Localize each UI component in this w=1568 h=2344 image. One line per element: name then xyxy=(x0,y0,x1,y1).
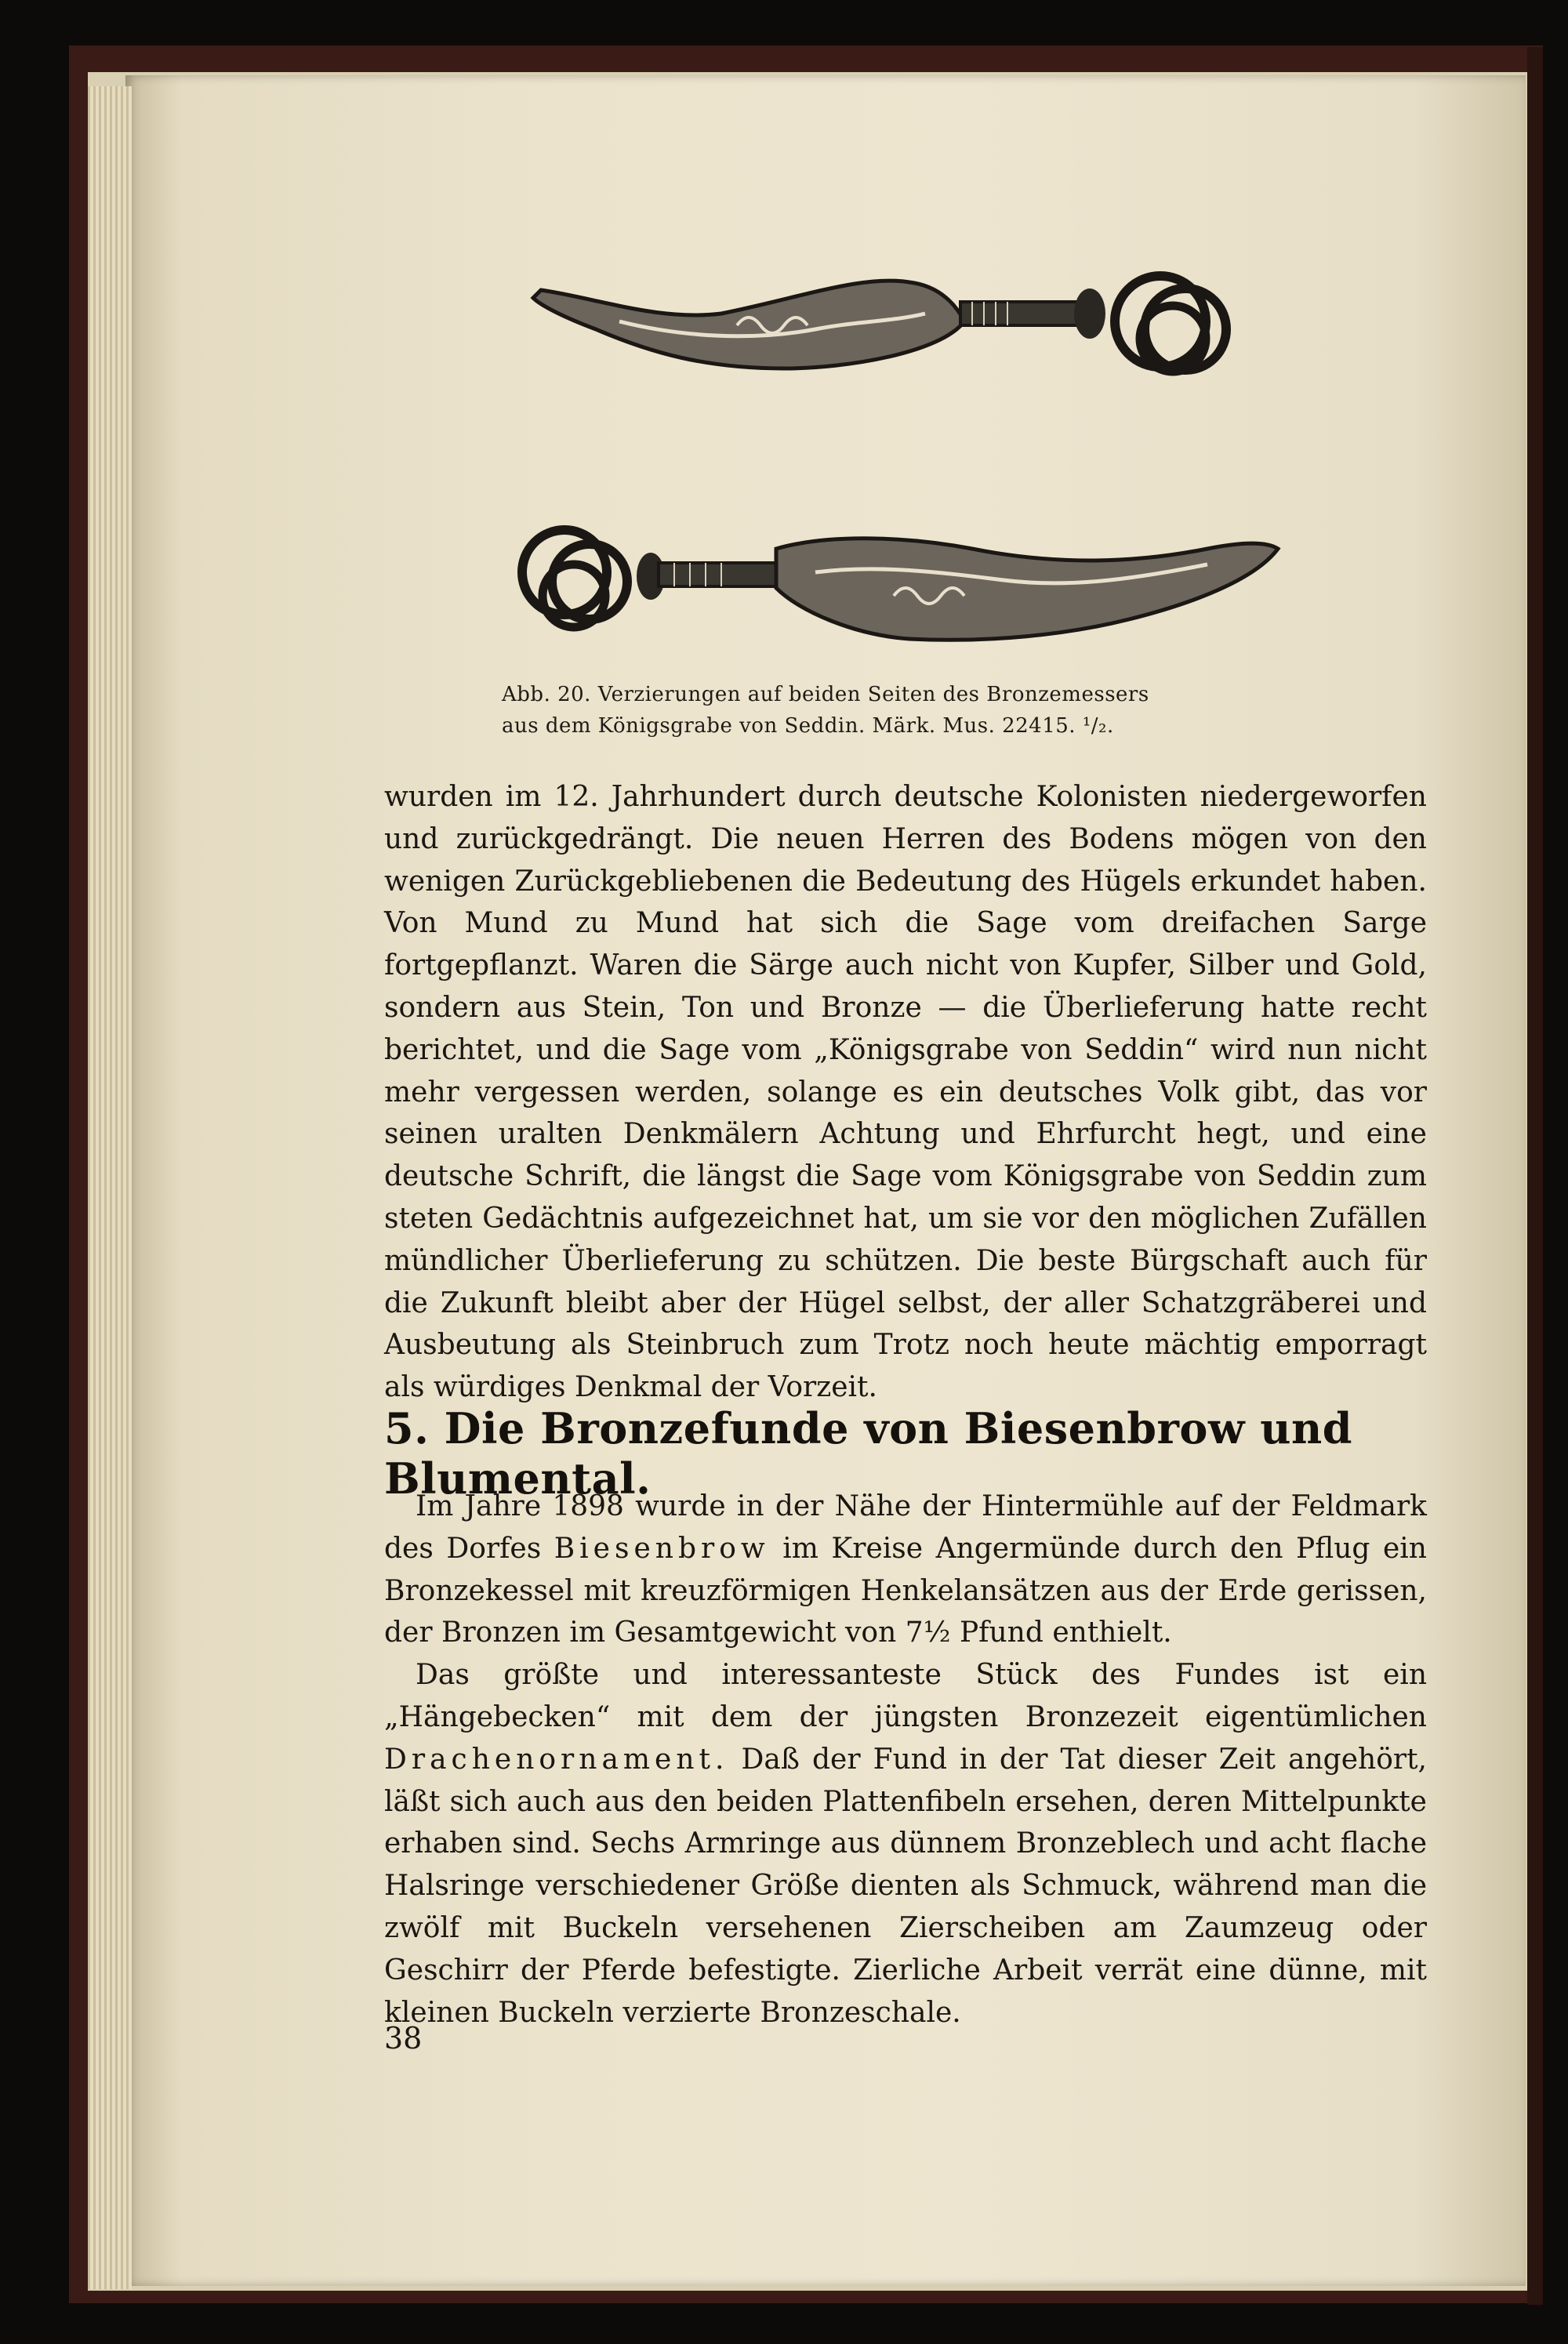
caption-line-2: aus dem Königsgrabe von Seddin. Märk. Mus. 22415. ¹/₂. xyxy=(502,714,1114,738)
section-paragraph-1 xyxy=(384,1486,1427,1654)
bronze-knife-illustration xyxy=(502,267,1317,706)
page-number: 38 xyxy=(384,2021,423,2056)
p1-text-before: Im Jahre 1898 wurde in der Nähe der Hintermühle auf der Feldmark des Dorfes xyxy=(384,1490,1427,1565)
p1-text-after: im Kreise Angermünde durch den Pflug ein Bronzekessel mit kreuzförmigen Henkelansätzen aus der Erde gerissen, der Bronzen im Gesamtgewicht von 7½ Pfund enthielt. xyxy=(384,1532,1427,1649)
section-paragraph-2 xyxy=(384,1654,1427,2034)
cover-edge xyxy=(1527,47,1543,2305)
p2-spaced-word: Drachenornament. xyxy=(384,1743,729,1776)
section-text xyxy=(384,1486,1427,2034)
caption-line-1: Abb. 20. Verzierungen auf beiden Seiten des Bronzemessers xyxy=(502,683,1149,706)
section-heading: 5. Die Bronzefunde von Biesenbrow und Blumental. xyxy=(384,1403,1353,1504)
p1-spaced-word: Biesenbrow xyxy=(554,1532,770,1565)
intro-text xyxy=(384,776,1427,1409)
intro-paragraph: wurden im 12. Jahrhundert durch deutsche Kolonisten niedergeworfen und zurückgedrängt. Die neuen Herren des Bodens mögen von den wenigen Zurückgebliebenen die Bedeutung des Hügels erkundet haben. Von Mund zu Mund hat sich die Sage vom dreifachen Sarge fortgepflanzt. Waren die Särge auch nicht von Kupfer, Silber und Gold, sondern aus Stein, Ton und Bronze — die Überlieferung hatte recht berichtet, und die Sage vom „Königsgrabe von Seddin“ wird nun nicht mehr vergessen werden, solange es ein deutsches Volk gibt, das vor seinen uralten Denkmälern Achtung und Ehrfurcht hegt, und eine deutsche Schrift, die längst die Sage vom Königsgrabe von Seddin zum steten Gedächtnis aufgezeichnet hat, um sie vor den möglichen Zufällen mündlicher Überlieferung zu schützen. Die beste Bürgschaft auch für die Zukunft bleibt aber der Hügel selbst, der aller Schatzgräberei und Ausbeutung als Steinbruch zum Trotz noch heute mächtig emporragt als würdiges Denkmal der Vorzeit. xyxy=(384,781,1427,1404)
p2-text-before: Das größte und interessanteste Stück des Fundes ist ein „Hängebecken“ mit dem der jüngsten Bronzezeit eigentümlichen xyxy=(384,1659,1427,1733)
page-edges xyxy=(88,86,132,2289)
knife-top xyxy=(533,276,1226,372)
figure-caption xyxy=(502,679,1333,742)
knife-bottom xyxy=(522,530,1278,640)
p2-text-after: Daß der Fund in der Tat dieser Zeit angehört, läßt sich auch aus den beiden Plattenfibeln ersehen, deren Mittelpunkte erhaben sind. Sechs Armringe aus dünnem Bronzeblech und acht flache Halsringe verschiedener Größe dienten als Schmuck, während man die zwölf mit Buckeln versehenen Zierscheiben am Zaumzeug oder Geschirr der Pferde befestigte. Zierliche Arbeit verrät eine dünne, mit kleinen Buckeln verzierte Bronzeschale. xyxy=(384,1743,1427,2029)
